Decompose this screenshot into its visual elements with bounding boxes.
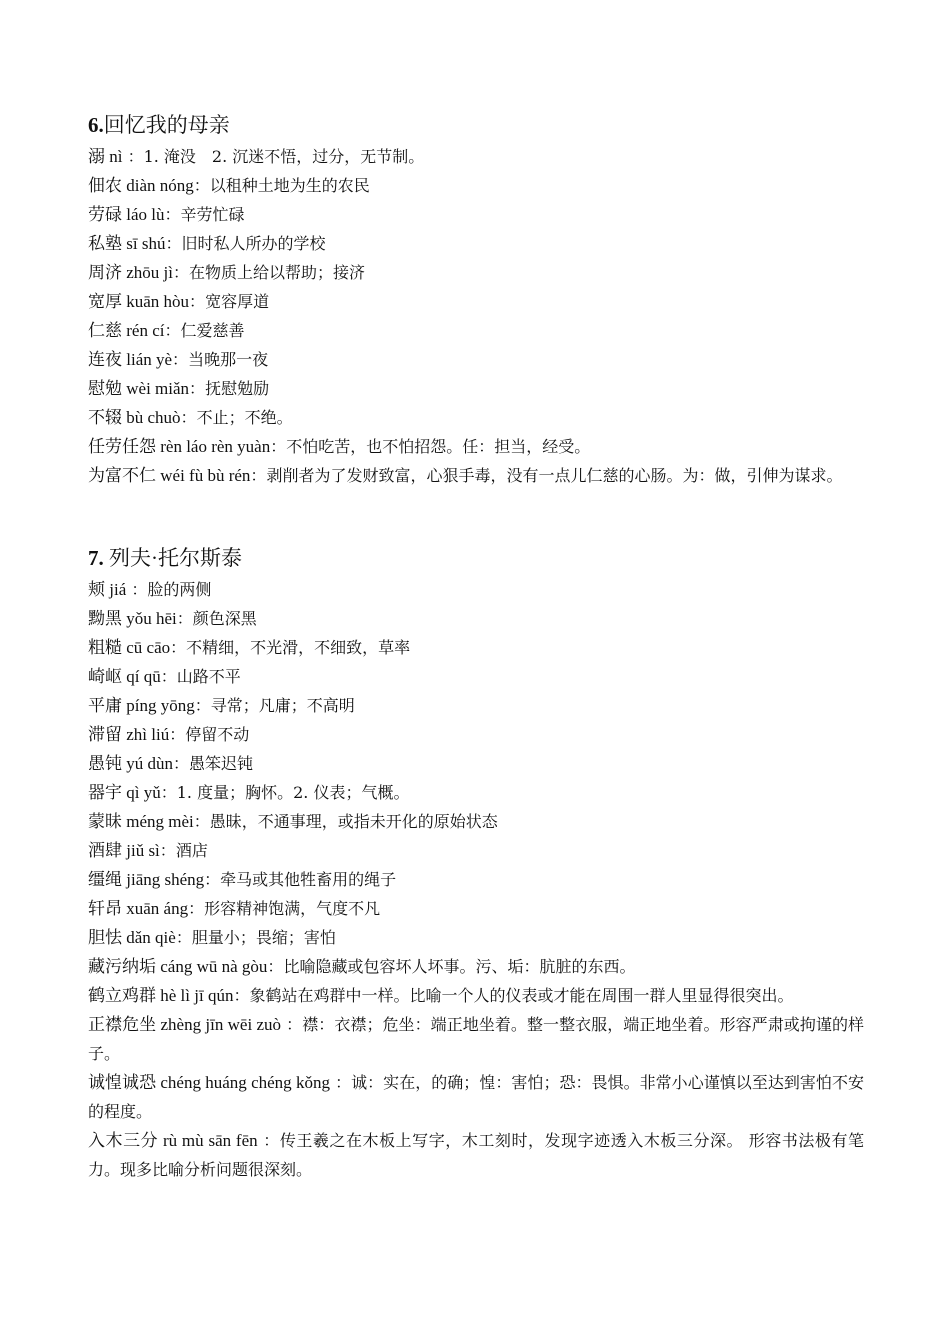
- vocab-list: [88, 142, 864, 490]
- vocab-term: 蒙昧 méng mèi: [88, 812, 194, 831]
- vocab-term: 溺 nì: [88, 147, 123, 166]
- vocab-separator: ：: [204, 870, 221, 889]
- vocab-term: 入木三分 rù mù sān fēn: [88, 1131, 258, 1150]
- vocab-definition: 剥削者为了发财致富，心狠手毒，没有一点儿仁慈的心肠。为：做，引伸为谋求。: [266, 466, 843, 485]
- vocab-definition: 旧时私人所办的学校: [181, 234, 326, 253]
- vocab-entry: [88, 345, 864, 374]
- vocab-entry: [88, 894, 864, 923]
- vocab-definition: 比喻隐藏或包容坏人坏事。污、垢：肮脏的东西。: [283, 957, 636, 976]
- vocab-separator: ：: [169, 725, 186, 744]
- vocab-separator: ：: [193, 812, 210, 831]
- vocab-separator: ：: [176, 609, 193, 628]
- vocab-definition: 1. 度量；胸怀。2. 仪表；气概。: [176, 783, 410, 802]
- vocab-separator: ：: [175, 928, 192, 947]
- vocab-list: [88, 575, 864, 1184]
- vocab-definition: 牵马或其他牲畜用的绳子: [220, 870, 397, 889]
- vocab-entry: [88, 923, 864, 952]
- vocab-term: 粗糙 cū cāo: [88, 638, 171, 657]
- vocab-term: 为富不仁 wéi fù bù rén: [88, 466, 251, 485]
- vocab-separator: ：: [172, 350, 189, 369]
- vocab-definition: 象鹤站在鸡群中一样。比喻一个人的仪表或才能在周围一群人里显得很突出。: [249, 986, 794, 1005]
- vocab-separator: ：: [257, 1131, 280, 1150]
- vocab-entry: [88, 952, 864, 981]
- vocab-entry: [88, 662, 864, 691]
- vocab-entry: [88, 403, 864, 432]
- vocab-entry: [88, 316, 864, 345]
- vocab-term: 愚钝 yú dùn: [88, 754, 173, 773]
- vocab-term: 诚惶诚恐 chéng huáng chéng kǒng: [88, 1073, 330, 1092]
- vocab-entry: [88, 287, 864, 316]
- vocab-definition: 酒店: [175, 841, 208, 860]
- section-title-text: 列夫·托尔斯泰: [103, 546, 242, 570]
- vocab-entry: [88, 200, 864, 229]
- vocab-definition: 在物质上给以帮助；接济: [189, 263, 366, 282]
- vocab-entry: [88, 604, 864, 633]
- vocab-separator: ：: [126, 580, 148, 599]
- vocab-term: 胆怯 dǎn qiè: [88, 928, 176, 947]
- vocab-separator: ：: [160, 783, 177, 802]
- vocab-entry: [88, 807, 864, 836]
- vocab-separator: ：: [250, 466, 267, 485]
- vocab-term: 正襟危坐 zhèng jīn wēi zuò: [88, 1015, 282, 1034]
- vocab-separator: ：: [180, 408, 197, 427]
- vocab-entry: [88, 778, 864, 807]
- vocab-entry: [88, 749, 864, 778]
- vocab-separator: ：: [164, 321, 181, 340]
- vocab-definition: 颜色深黑: [192, 609, 257, 628]
- vocab-entry: [88, 1010, 864, 1068]
- vocab-definition: 辛劳忙碌: [180, 205, 245, 224]
- section-6: [88, 110, 864, 490]
- vocab-entry: [88, 865, 864, 894]
- vocab-entry: [88, 461, 864, 490]
- vocab-term: 缰绳 jiāng shéng: [88, 870, 205, 889]
- vocab-term: 劳碌 láo lù: [88, 205, 165, 224]
- vocab-definition: 仁爱慈善: [180, 321, 245, 340]
- vocab-entry: [88, 171, 864, 200]
- vocab-term: 器宇 qì yǔ: [88, 783, 161, 802]
- vocab-separator: ：: [170, 638, 187, 657]
- vocab-separator: ：: [165, 234, 182, 253]
- vocab-entry: [88, 691, 864, 720]
- vocab-definition: 当晚那一夜: [188, 350, 269, 369]
- vocab-term: 酒肆 jiǔ sì: [88, 841, 160, 860]
- vocab-term: 不辍 bù chuò: [88, 408, 181, 427]
- vocab-definition: 不怕吃苦，也不怕招怨。任：担当，经受。: [286, 437, 591, 456]
- vocab-definition: 不止；不绝。: [196, 408, 293, 427]
- vocab-separator: ：: [193, 176, 210, 195]
- vocab-definition: 脸的两侧: [147, 580, 212, 599]
- vocab-term: 慰勉 wèi miǎn: [88, 379, 190, 398]
- vocab-entry: [88, 258, 864, 287]
- vocab-entry: [88, 1126, 864, 1184]
- vocab-entry: [88, 633, 864, 662]
- section-number: 6.: [88, 113, 104, 137]
- vocab-entry: [88, 142, 864, 171]
- vocab-term: 颊 jiá: [88, 580, 127, 599]
- vocab-separator: ：: [188, 899, 205, 918]
- vocab-definition: 胆量小；畏缩；害怕: [191, 928, 336, 947]
- vocab-definition: 以租种土地为生的农民: [209, 176, 370, 195]
- vocab-term: 崎岖 qí qū: [88, 667, 161, 686]
- vocab-term: 轩昂 xuān áng: [88, 899, 189, 918]
- vocab-term: 藏污纳垢 cáng wū nà gòu: [88, 957, 268, 976]
- vocab-term: 平庸 píng yōng: [88, 696, 195, 715]
- section-title: [88, 110, 864, 140]
- vocab-term: 仁慈 rén cí: [88, 321, 165, 340]
- vocab-definition: 形容精神饱满，气度不凡: [204, 899, 381, 918]
- vocab-entry: [88, 575, 864, 604]
- vocab-term: 鹤立鸡群 hè lì jī qún: [88, 986, 234, 1005]
- vocab-separator: ：: [164, 205, 181, 224]
- section-number: 7.: [88, 546, 104, 570]
- vocab-definition: 停留不动: [185, 725, 250, 744]
- vocab-definition: 1. 淹没 2. 沉迷不悟，过分，无节制。: [143, 147, 425, 166]
- vocab-separator: ：: [173, 263, 190, 282]
- vocab-definition: 传王羲之在木板上写字，木工刻时，发现字迹透入木板三分深。 形容书法极有笔力。现多比喻分析问题很深刻。: [88, 1131, 864, 1179]
- vocab-separator: ：: [122, 147, 144, 166]
- vocab-separator: ：: [270, 437, 287, 456]
- vocab-separator: ：: [189, 292, 206, 311]
- section-7: [88, 543, 864, 1184]
- vocab-definition: 山路不平: [176, 667, 241, 686]
- vocab-term: 黝黑 yǒu hēi: [88, 609, 177, 628]
- vocab-entry: [88, 720, 864, 749]
- vocab-term: 宽厚 kuān hòu: [88, 292, 190, 311]
- vocab-separator: ：: [189, 379, 206, 398]
- vocab-definition: 寻常；凡庸；不高明: [210, 696, 355, 715]
- vocab-term: 任劳任怨 rèn láo rèn yuàn: [88, 437, 271, 456]
- vocab-entry: [88, 981, 864, 1010]
- vocab-separator: ：: [159, 841, 176, 860]
- vocab-term: 连夜 lián yè: [88, 350, 173, 369]
- vocab-definition: 宽容厚道: [205, 292, 270, 311]
- vocab-definition: 不精细，不光滑，不细致，草率: [186, 638, 411, 657]
- vocab-definition: 愚笨迟钝: [189, 754, 254, 773]
- vocab-term: 私塾 sī shú: [88, 234, 166, 253]
- vocab-separator: ：: [329, 1073, 352, 1092]
- vocab-definition: 襟：衣襟；危坐：端正地坐着。整一整衣服，端正地坐着。形容严肃或拘谨的样子。: [88, 1015, 864, 1063]
- vocab-term: 佃农 diàn nóng: [88, 176, 194, 195]
- section-title: [88, 543, 864, 573]
- vocab-entry: [88, 836, 864, 865]
- vocab-entry: [88, 374, 864, 403]
- vocab-separator: ：: [194, 696, 211, 715]
- vocab-separator: ：: [173, 754, 190, 773]
- vocab-separator: ：: [281, 1015, 303, 1034]
- vocab-separator: ：: [233, 986, 250, 1005]
- vocab-entry: [88, 229, 864, 258]
- vocab-definition: 愚昧，不通事理，或指未开化的原始状态: [209, 812, 498, 831]
- vocab-separator: ：: [160, 667, 177, 686]
- vocab-definition: 诚：实在，的确；惶：害怕；恐：畏惧。非常小心谨慎以至达到害怕不安的程度。: [88, 1073, 864, 1121]
- section-title-text: 回忆我的母亲: [103, 113, 230, 137]
- vocab-term: 滞留 zhì liú: [88, 725, 170, 744]
- vocab-term: 周济 zhōu jì: [88, 263, 173, 282]
- vocab-entry: [88, 432, 864, 461]
- vocab-separator: ：: [267, 957, 284, 976]
- vocab-definition: 抚慰勉励: [205, 379, 270, 398]
- vocab-entry: [88, 1068, 864, 1126]
